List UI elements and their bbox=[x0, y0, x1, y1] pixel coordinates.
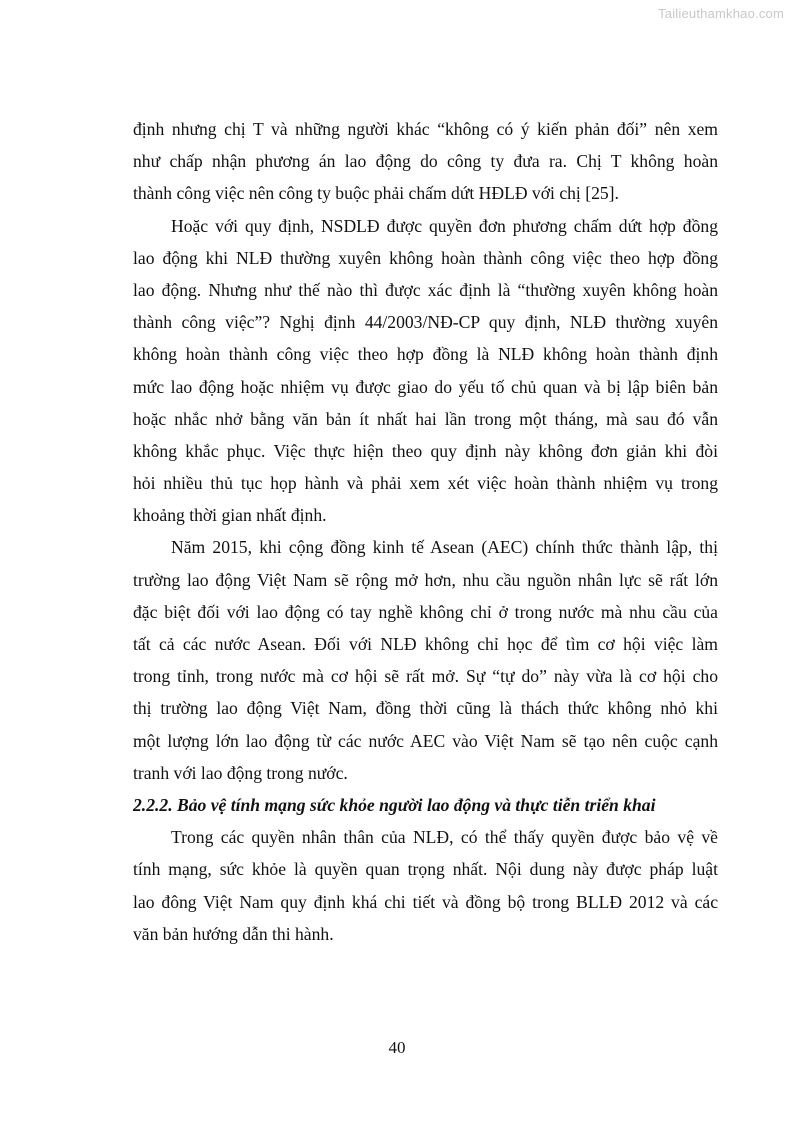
text-line: như chấp nhận phương án lao động do công ty đưa ra. Chị T không hoàn bbox=[133, 151, 718, 172]
paragraph bbox=[133, 113, 718, 210]
text-line: thị trường lao động Việt Nam, đồng thời cũng là thách thức không nhỏ khi bbox=[133, 698, 718, 719]
text-line: mức lao động hoặc nhiệm vụ được giao do yếu tố chủ quan và bị lập biên bản bbox=[133, 376, 718, 397]
paragraph bbox=[133, 821, 718, 950]
text-line: lao động khi NLĐ thường xuyên không hoàn thành công việc theo hợp đồng bbox=[133, 247, 718, 268]
text-line: trường lao động Việt Nam sẽ rộng mở hơn, nhu cầu nguồn nhân lực sẽ rất lớn bbox=[133, 569, 718, 590]
text-line: lao đông Việt Nam quy định khá chi tiết và đồng bộ trong BLLĐ 2012 và các bbox=[133, 891, 718, 912]
paragraph bbox=[133, 531, 718, 789]
text-line: khoảng thời gian nhất định. bbox=[133, 505, 327, 526]
text-line: hoặc nhắc nhở bằng văn bản ít nhất hai lần trong một tháng, mà sau đó vẫn bbox=[133, 408, 718, 429]
text-line: không khắc phục. Việc thực hiện theo quy định này không đơn giản khi đòi bbox=[133, 440, 718, 461]
text-line: lao động. Nhưng như thế nào thì được xác định là “thường xuyên không hoàn bbox=[133, 279, 718, 300]
text-line: Năm 2015, khi cộng đồng kinh tế Asean (AEC) chính thức thành lập, thị bbox=[171, 537, 718, 558]
text-line: Hoặc với quy định, NSDLĐ được quyền đơn phương chấm dứt hợp đồng bbox=[171, 215, 718, 236]
text-line: tranh với lao động trong nước. bbox=[133, 762, 348, 783]
text-line: đặc biệt đối với lao động có tay nghề không chỉ ở trong nước mà nhu cầu của bbox=[133, 601, 718, 622]
text-line: không hoàn thành công việc theo hợp đồng là NLĐ không hoàn thành định bbox=[133, 344, 718, 365]
page-number: 40 bbox=[388, 1038, 406, 1057]
text-line: tất cả các nước Asean. Đối với NLĐ không chỉ học để tìm cơ hội việc làm bbox=[133, 634, 718, 654]
page-body bbox=[133, 113, 718, 950]
text-line: hỏi nhiều thủ tục họp hành và phải xem xét việc hoàn thành nhiệm vụ trong bbox=[133, 473, 718, 494]
text-line: Trong các quyền nhân thân của NLĐ, có thể thấy quyền được bảo vệ về bbox=[171, 827, 718, 848]
section-heading: 2.2.2. Bảo vệ tính mạng sức khỏe người lao động và thực tiễn triển khai bbox=[133, 794, 656, 815]
text-line: thành công việc nên công ty buộc phải chấm dứt HĐLĐ với chị [25]. bbox=[133, 183, 619, 204]
text-line: một lượng lớn lao động từ các nước AEC vào Việt Nam sẽ tạo nên cuộc cạnh bbox=[133, 730, 718, 751]
text-line: văn bản hướng dẫn thi hành. bbox=[133, 923, 334, 944]
watermark: Tailieuthamkhao.com bbox=[658, 6, 784, 21]
text-line: định nhưng chị T và những người khác “không có ý kiến phản đối” nên xem bbox=[133, 119, 718, 139]
text-line: tính mạng, sức khỏe là quyền quan trọng nhất. Nội dung này được pháp luật bbox=[133, 859, 718, 880]
text-line: thành công việc”? Nghị định 44/2003/NĐ-CP quy định, NLĐ thường xuyên bbox=[133, 312, 718, 333]
paragraph bbox=[133, 210, 718, 532]
text-line: trong tỉnh, trong nước mà cơ hội sẽ rất mở. Sự “tự do” này vừa là cơ hội cho bbox=[133, 666, 718, 687]
